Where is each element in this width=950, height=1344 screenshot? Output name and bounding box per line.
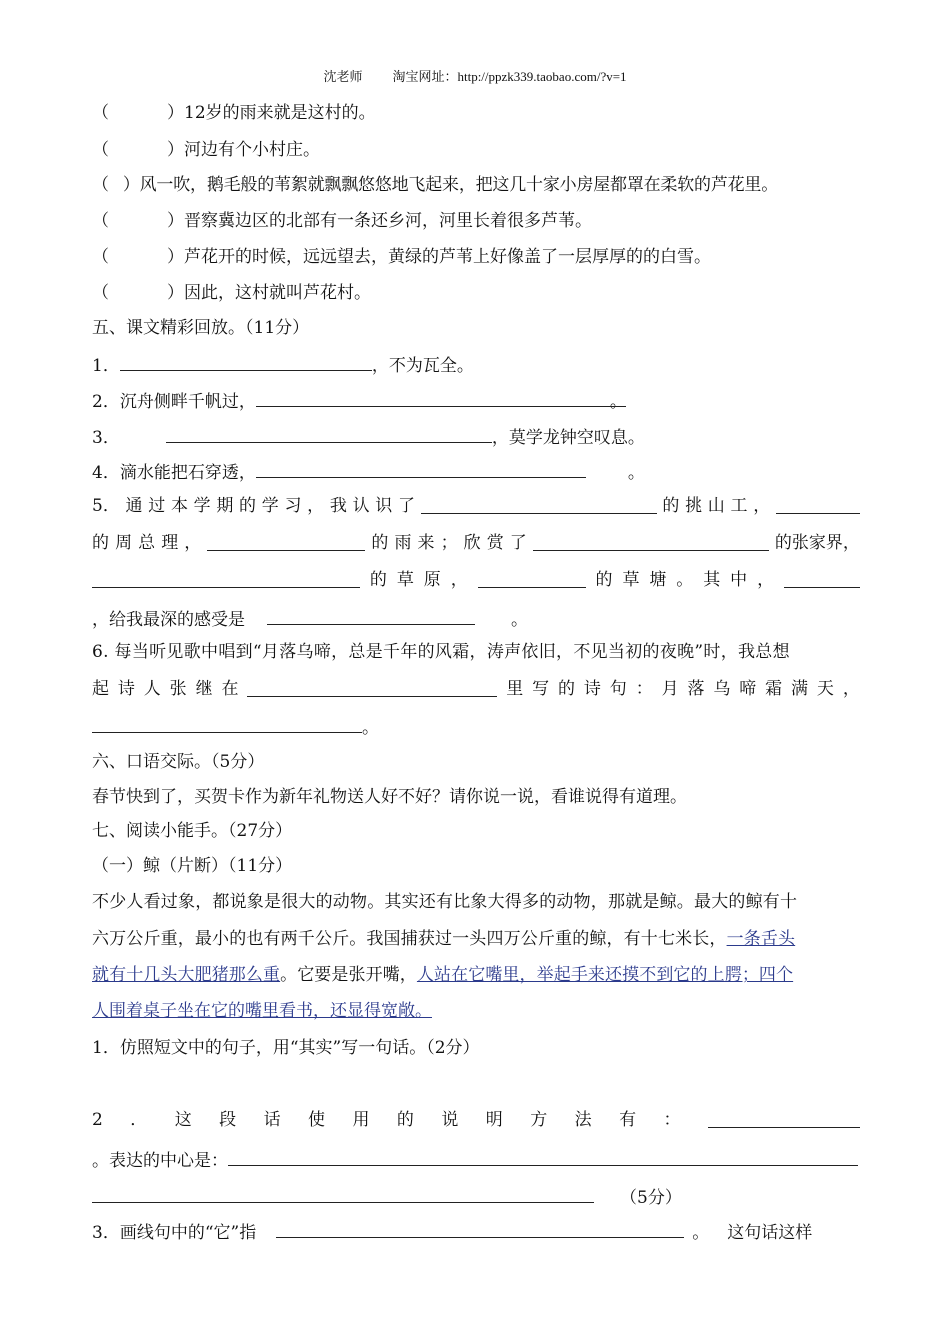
answer-blank[interactable] [256, 459, 586, 478]
s5-q5-line2: 的 周 总 理 ， 的 雨 来 ； 欣 赏 了 的张家界， [92, 533, 860, 553]
answer-blank[interactable] [247, 678, 497, 697]
passage-line [92, 1000, 432, 1022]
s5-q6-line2: 起 诗 人 张 继 在 里 写 的 诗 句 ： 月 落 乌 啼 霜 满 天 ， [92, 679, 860, 699]
s7-q2-line3: （5分） [92, 1184, 682, 1209]
answer-blank[interactable] [92, 569, 360, 588]
s5-q4: 4．滴水能把石穿透， 。 [92, 459, 645, 484]
s7-q1: 1．仿照短文中的句子，用“其实”写一句话。（2分） [92, 1038, 480, 1058]
order-item: （ ）芦花开的时候，远远望去，黄绿的芦苇上好像盖了一层厚厚的的白雪。 [92, 247, 711, 267]
section7-title: 七、阅读小能手。（27分） [92, 821, 293, 841]
answer-blank[interactable] [207, 532, 365, 551]
teacher-name: 沈老师 [323, 69, 363, 84]
passage-line: 不少人看过象，都说象是很大的动物。其实还有比象大得多的动物，那就是鲸。最大的鲸有十 [92, 892, 798, 912]
s5-q5-line4: ，给我最深的感受是 。 [92, 606, 528, 631]
section7-sub1: （一）鲸（片断）（11分） [92, 856, 293, 876]
order-item: （ ）晋察冀边区的北部有一条还乡河，河里长着很多芦苇。 [92, 211, 592, 231]
answer-blank[interactable] [784, 569, 860, 588]
page-header [0, 66, 950, 85]
answer-blank[interactable] [708, 1109, 860, 1128]
answer-blank[interactable] [166, 424, 492, 443]
answer-blank[interactable] [256, 388, 626, 407]
shop-url: 淘宝网址：http://ppzk339.taobao.com/?v=1 [392, 69, 627, 84]
underlined-sentence: 人围着桌子坐在它的嘴里看书，还显得宽敞。 [92, 1001, 432, 1021]
order-item: （ ）河边有个小村庄。 [92, 140, 320, 160]
s5-q5-line3: 的 草 原 ， 的 草 塘 。 其 中 ， [92, 569, 860, 591]
answer-blank[interactable] [92, 714, 362, 733]
passage-line: 就有十几头大肥猪那么重。它要是张开嘴，人站在它嘴里，举起手来还摸不到它的上腭；四个 [92, 965, 794, 985]
order-item: （ ）风一吹，鹅毛般的苇絮就飘飘悠悠地飞起来，把这几十家小房屋都罩在柔软的芦花里。 [92, 175, 779, 195]
s5-q2: 2．沉舟侧畔千帆过， 。 [92, 388, 627, 413]
s7-q2-line2: 。表达的中心是： [92, 1147, 858, 1172]
underlined-sentence: 人站在它嘴里，举起手来还摸不到它的上腭；四个 [416, 965, 794, 985]
order-item: （ ）12岁的雨来就是这村的。 [92, 103, 376, 123]
s5-q1: 1． ，不为瓦全。 [92, 352, 474, 377]
order-item: （ ）因此，这村就叫芦花村。 [92, 283, 371, 303]
answer-blank[interactable] [228, 1147, 858, 1166]
answer-blank[interactable] [533, 532, 769, 551]
s5-q3: 3． ，莫学龙钟空叹息。 [92, 424, 645, 449]
section6-text: 春节快到了，买贺卡作为新年礼物送人好不好？请你说一说，看谁说得有道理。 [92, 787, 687, 807]
section6-title: 六、口语交际。（5分） [92, 752, 265, 772]
answer-blank[interactable] [120, 352, 372, 371]
answer-blank[interactable] [267, 606, 475, 625]
section5-title: 五、课文精彩回放。（11分） [92, 318, 310, 338]
s7-q3: 3．画线句中的“它”指 。 这句话这样 [92, 1219, 812, 1244]
s5-q5-line1: 5． 通 过 本 学 期 的 学 习 ， 我 认 识 了 的 挑 山 工 ， [92, 495, 860, 517]
s5-q6-line1: 6. 每当听见歌中唱到“月落乌啼，总是千年的风霜，涛声依旧，不见当初的夜晚”时，我总想 [92, 642, 790, 662]
underlined-sentence: 就有十几头大肥猪那么重 [92, 965, 281, 985]
passage-line: 六万公斤重，最小的也有两千公斤。我国捕获过一头四万公斤重的鲸，有十七米长，一条舌头 [92, 929, 796, 949]
answer-blank[interactable] [421, 495, 657, 514]
answer-blank[interactable] [276, 1219, 684, 1238]
underlined-sentence: 一条舌头 [726, 929, 796, 949]
answer-blank[interactable] [478, 569, 586, 588]
answer-blank[interactable] [776, 495, 860, 514]
answer-blank[interactable] [92, 1184, 594, 1203]
s7-q2-line1: 2 ． 这 段 话 使 用 的 说 明 方 法 有 ： [92, 1109, 860, 1131]
s5-q6-line3: 。 [92, 714, 379, 739]
